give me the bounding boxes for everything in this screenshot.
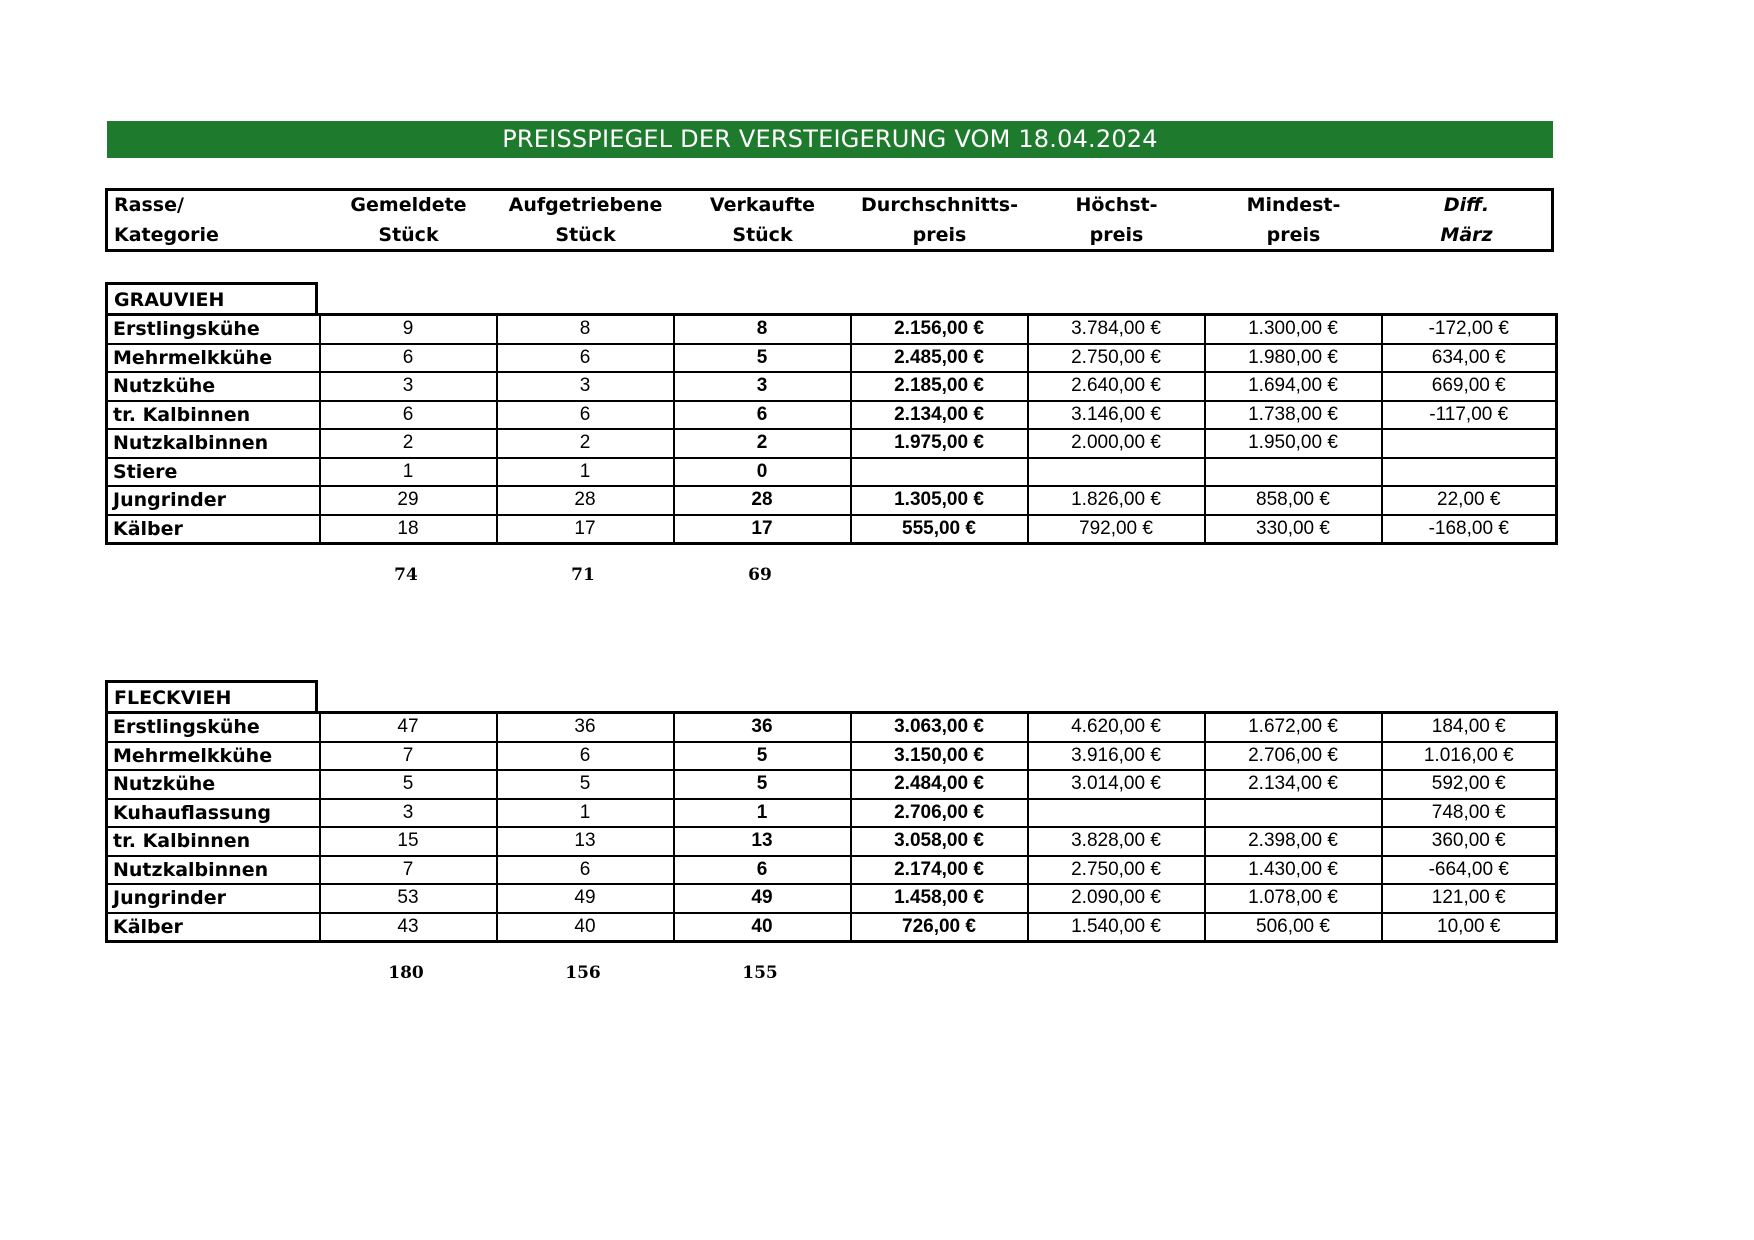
header-diff-maerz	[1382, 191, 1551, 249]
cell-gemeldete: 1	[320, 458, 497, 487]
cell-mindestpreis: 1.672,00 €	[1205, 713, 1382, 742]
cell-category: Nutzkühe	[107, 372, 320, 401]
header-mindestpreis	[1205, 191, 1382, 249]
cell-hoechstpreis: 4.620,00 €	[1028, 713, 1205, 742]
cell-category: Nutzkühe	[107, 770, 320, 799]
cell-aufgetriebene: 6	[497, 856, 674, 885]
header-text: Stück	[732, 224, 793, 246]
fleckvieh-table	[105, 711, 1558, 943]
header-gemeldete	[320, 191, 497, 249]
cell-durchschnittspreis: 555,00 €	[851, 515, 1028, 544]
cell-verkaufte: 36	[674, 713, 851, 742]
table-row	[107, 884, 1557, 913]
grauvieh-table	[105, 313, 1558, 545]
cell-mindestpreis: 1.430,00 €	[1205, 856, 1382, 885]
cell-gemeldete: 2	[320, 429, 497, 458]
cell-gemeldete: 53	[320, 884, 497, 913]
cell-mindestpreis: 2.134,00 €	[1205, 770, 1382, 799]
cell-category: Stiere	[107, 458, 320, 487]
header-text: preis	[1266, 224, 1321, 246]
cell-hoechstpreis: 2.750,00 €	[1028, 856, 1205, 885]
total-value: 180	[388, 963, 424, 983]
section-label-fleckvieh: FLECKVIEH	[105, 680, 318, 714]
cell-mindestpreis: 506,00 €	[1205, 913, 1382, 942]
cell-diff-maerz	[1382, 429, 1557, 458]
table-row	[107, 770, 1557, 799]
table-row	[107, 515, 1557, 544]
cell-category: Kälber	[107, 515, 320, 544]
header-text: Stück	[378, 224, 439, 246]
header-text: Kategorie	[114, 224, 219, 246]
total-value: 156	[565, 963, 601, 983]
cell-aufgetriebene: 2	[497, 429, 674, 458]
table-row	[107, 458, 1557, 487]
header-hoechstpreis	[1028, 191, 1205, 249]
cell-hoechstpreis: 3.146,00 €	[1028, 401, 1205, 430]
cell-gemeldete: 18	[320, 515, 497, 544]
cell-gemeldete: 7	[320, 742, 497, 771]
cell-hoechstpreis: 2.090,00 €	[1028, 884, 1205, 913]
cell-verkaufte: 6	[674, 401, 851, 430]
cell-durchschnittspreis: 2.185,00 €	[851, 372, 1028, 401]
cell-mindestpreis: 1.078,00 €	[1205, 884, 1382, 913]
total-value: 74	[394, 565, 418, 585]
cell-gemeldete: 3	[320, 372, 497, 401]
cell-mindestpreis	[1205, 458, 1382, 487]
cell-mindestpreis: 1.980,00 €	[1205, 344, 1382, 373]
cell-category: Kälber	[107, 913, 320, 942]
cell-diff-maerz: -117,00 €	[1382, 401, 1557, 430]
cell-category: Jungrinder	[107, 486, 320, 515]
cell-verkaufte: 17	[674, 515, 851, 544]
total-value: 71	[571, 565, 595, 585]
cell-verkaufte: 40	[674, 913, 851, 942]
cell-category: Kuhauflassung	[107, 799, 320, 828]
table-row	[107, 344, 1557, 373]
cell-aufgetriebene: 1	[497, 458, 674, 487]
cell-category: Erstlingskühe	[107, 713, 320, 742]
cell-mindestpreis: 2.706,00 €	[1205, 742, 1382, 771]
cell-verkaufte: 49	[674, 884, 851, 913]
header-durchschnittspreis	[851, 191, 1028, 249]
cell-category: tr. Kalbinnen	[107, 827, 320, 856]
cell-gemeldete: 43	[320, 913, 497, 942]
cell-hoechstpreis: 792,00 €	[1028, 515, 1205, 544]
table-row	[107, 856, 1557, 885]
cell-diff-maerz: 1.016,00 €	[1382, 742, 1557, 771]
cell-hoechstpreis	[1028, 799, 1205, 828]
cell-aufgetriebene: 28	[497, 486, 674, 515]
cell-hoechstpreis: 3.784,00 €	[1028, 315, 1205, 344]
cell-durchschnittspreis: 2.706,00 €	[851, 799, 1028, 828]
cell-gemeldete: 6	[320, 344, 497, 373]
total-value: 69	[748, 565, 772, 585]
cell-hoechstpreis: 3.916,00 €	[1028, 742, 1205, 771]
table-row	[107, 799, 1557, 828]
cell-durchschnittspreis: 3.058,00 €	[851, 827, 1028, 856]
cell-durchschnittspreis: 2.484,00 €	[851, 770, 1028, 799]
header-text: Stück	[555, 224, 616, 246]
cell-verkaufte: 5	[674, 770, 851, 799]
cell-aufgetriebene: 6	[497, 344, 674, 373]
cell-durchschnittspreis: 3.063,00 €	[851, 713, 1028, 742]
header-verkaufte	[674, 191, 851, 249]
table-row	[107, 742, 1557, 771]
column-header-row	[105, 188, 1554, 252]
cell-category: Jungrinder	[107, 884, 320, 913]
cell-aufgetriebene: 13	[497, 827, 674, 856]
cell-verkaufte: 5	[674, 344, 851, 373]
header-text: preis	[912, 224, 967, 246]
cell-category: Erstlingskühe	[107, 315, 320, 344]
cell-durchschnittspreis	[851, 458, 1028, 487]
table-row	[107, 429, 1557, 458]
section-label-grauvieh: GRAUVIEH	[105, 282, 318, 316]
cell-gemeldete: 15	[320, 827, 497, 856]
cell-verkaufte: 8	[674, 315, 851, 344]
cell-durchschnittspreis: 726,00 €	[851, 913, 1028, 942]
cell-diff-maerz: 360,00 €	[1382, 827, 1557, 856]
cell-hoechstpreis: 1.540,00 €	[1028, 913, 1205, 942]
cell-verkaufte: 6	[674, 856, 851, 885]
cell-category: Mehrmelkkühe	[107, 742, 320, 771]
cell-gemeldete: 9	[320, 315, 497, 344]
header-aufgetriebene	[497, 191, 674, 249]
cell-hoechstpreis	[1028, 458, 1205, 487]
cell-diff-maerz: 10,00 €	[1382, 913, 1557, 942]
cell-category: Nutzkalbinnen	[107, 856, 320, 885]
header-text: Durchschnitts-	[861, 194, 1018, 216]
cell-aufgetriebene: 8	[497, 315, 674, 344]
cell-aufgetriebene: 40	[497, 913, 674, 942]
cell-diff-maerz: 592,00 €	[1382, 770, 1557, 799]
cell-hoechstpreis: 3.828,00 €	[1028, 827, 1205, 856]
cell-diff-maerz: 121,00 €	[1382, 884, 1557, 913]
header-text: Rasse/	[114, 194, 184, 216]
header-text: Diff.	[1443, 194, 1490, 216]
cell-gemeldete: 29	[320, 486, 497, 515]
header-text: preis	[1089, 224, 1144, 246]
cell-gemeldete: 5	[320, 770, 497, 799]
cell-mindestpreis: 1.738,00 €	[1205, 401, 1382, 430]
cell-aufgetriebene: 1	[497, 799, 674, 828]
cell-hoechstpreis: 1.826,00 €	[1028, 486, 1205, 515]
cell-durchschnittspreis: 2.174,00 €	[851, 856, 1028, 885]
cell-category: Nutzkalbinnen	[107, 429, 320, 458]
cell-durchschnittspreis: 2.485,00 €	[851, 344, 1028, 373]
total-value: 155	[742, 963, 778, 983]
cell-aufgetriebene: 6	[497, 401, 674, 430]
table-row	[107, 372, 1557, 401]
cell-verkaufte: 28	[674, 486, 851, 515]
header-text: Höchst-	[1075, 194, 1158, 216]
cell-gemeldete: 3	[320, 799, 497, 828]
table-row	[107, 827, 1557, 856]
table-row	[107, 315, 1557, 344]
header-text: März	[1440, 224, 1493, 246]
cell-hoechstpreis: 2.750,00 €	[1028, 344, 1205, 373]
cell-diff-maerz: 22,00 €	[1382, 486, 1557, 515]
cell-diff-maerz: 748,00 €	[1382, 799, 1557, 828]
cell-diff-maerz	[1382, 458, 1557, 487]
cell-mindestpreis: 2.398,00 €	[1205, 827, 1382, 856]
cell-mindestpreis: 858,00 €	[1205, 486, 1382, 515]
cell-durchschnittspreis: 1.458,00 €	[851, 884, 1028, 913]
cell-gemeldete: 7	[320, 856, 497, 885]
cell-mindestpreis: 1.694,00 €	[1205, 372, 1382, 401]
header-text: Aufgetriebene	[508, 194, 663, 216]
cell-verkaufte: 5	[674, 742, 851, 771]
cell-hoechstpreis: 2.000,00 €	[1028, 429, 1205, 458]
table-row	[107, 401, 1557, 430]
cell-category: tr. Kalbinnen	[107, 401, 320, 430]
cell-verkaufte: 13	[674, 827, 851, 856]
cell-gemeldete: 47	[320, 713, 497, 742]
cell-aufgetriebene: 6	[497, 742, 674, 771]
cell-mindestpreis: 1.950,00 €	[1205, 429, 1382, 458]
cell-diff-maerz: 184,00 €	[1382, 713, 1557, 742]
cell-durchschnittspreis: 2.134,00 €	[851, 401, 1028, 430]
table-row	[107, 913, 1557, 942]
cell-hoechstpreis: 2.640,00 €	[1028, 372, 1205, 401]
cell-category: Mehrmelkkühe	[107, 344, 320, 373]
cell-mindestpreis	[1205, 799, 1382, 828]
header-text: Verkaufte	[709, 194, 816, 216]
page-title: PREISSPIEGEL DER VERSTEIGERUNG VOM 18.04.2024	[107, 121, 1553, 158]
cell-diff-maerz: 634,00 €	[1382, 344, 1557, 373]
table-row	[107, 713, 1557, 742]
cell-diff-maerz: 669,00 €	[1382, 372, 1557, 401]
cell-aufgetriebene: 36	[497, 713, 674, 742]
cell-durchschnittspreis: 1.975,00 €	[851, 429, 1028, 458]
cell-verkaufte: 3	[674, 372, 851, 401]
cell-aufgetriebene: 5	[497, 770, 674, 799]
cell-durchschnittspreis: 2.156,00 €	[851, 315, 1028, 344]
cell-mindestpreis: 1.300,00 €	[1205, 315, 1382, 344]
cell-aufgetriebene: 17	[497, 515, 674, 544]
cell-diff-maerz: -168,00 €	[1382, 515, 1557, 544]
cell-verkaufte: 2	[674, 429, 851, 458]
table-row	[107, 486, 1557, 515]
cell-hoechstpreis: 3.014,00 €	[1028, 770, 1205, 799]
cell-aufgetriebene: 49	[497, 884, 674, 913]
header-text: Mindest-	[1246, 194, 1341, 216]
cell-diff-maerz: -664,00 €	[1382, 856, 1557, 885]
cell-verkaufte: 0	[674, 458, 851, 487]
header-text: Gemeldete	[350, 194, 467, 216]
cell-durchschnittspreis: 3.150,00 €	[851, 742, 1028, 771]
cell-mindestpreis: 330,00 €	[1205, 515, 1382, 544]
cell-aufgetriebene: 3	[497, 372, 674, 401]
cell-verkaufte: 1	[674, 799, 851, 828]
cell-gemeldete: 6	[320, 401, 497, 430]
cell-diff-maerz: -172,00 €	[1382, 315, 1557, 344]
cell-durchschnittspreis: 1.305,00 €	[851, 486, 1028, 515]
header-rasse-kategorie	[108, 191, 325, 249]
